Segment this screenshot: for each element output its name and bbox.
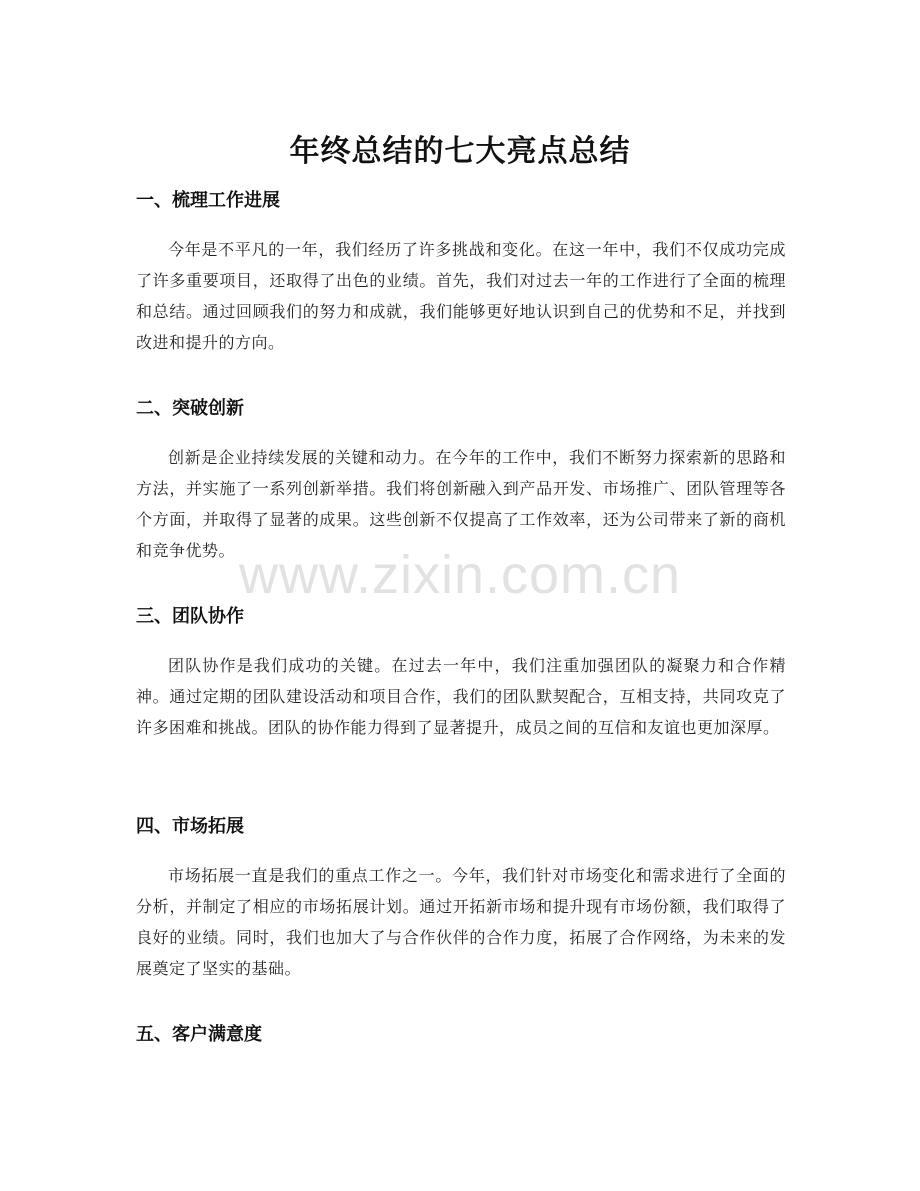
watermark: www.zixin.com.cn (238, 545, 682, 605)
section-heading: 一、梳理工作进展 (136, 190, 280, 211)
section-innovation (136, 394, 786, 566)
page-title: 年终总结的七大亮点总结 (289, 134, 631, 170)
section-paragraph: 团队协作是我们成功的关键。在过去一年中，我们注重加强团队的凝聚力和合作精神。通过定期的团队建设活动和项目合作，我们的团队默契配合，互相支持，共同攻克了许多困难和挑战。团队的协作能力得到了显著提升，成员之间的互信和友谊也更加深厚。 (136, 656, 786, 737)
section-work-progress (136, 186, 786, 358)
section-paragraph: 今年是不平凡的一年，我们经历了许多挑战和变化。在这一年中，我们不仅成功完成了许多重要项目，还取得了出色的业绩。首先，我们对过去一年的工作进行了全面的梳理和总结。通过回顾我们的努力和成就，我们能够更好地认识到自己的优势和不足，并找到改进和提升的方向。 (136, 240, 786, 352)
section-paragraph: 创新是企业持续发展的关键和动力。在今年的工作中，我们不断努力探索新的思路和方法，并实施了一系列创新举措。我们将创新融入到产品开发、市场推广、团队管理等各个方面，并取得了显著的成果。这些创新不仅提高了工作效率，还为公司带来了新的商机和竞争优势。 (136, 448, 786, 560)
section-heading: 二、突破创新 (136, 398, 244, 419)
section-teamwork (136, 602, 786, 743)
section-heading: 三、团队协作 (136, 606, 244, 627)
section-customer-satisfaction (136, 1020, 786, 1050)
section-heading: 四、市场拓展 (136, 816, 244, 837)
section-paragraph: 市场拓展一直是我们的重点工作之一。今年，我们针对市场变化和需求进行了全面的分析，并制定了相应的市场拓展计划。通过开拓新市场和提升现有市场份额，我们取得了良好的业绩。同时，我们也加大了与合作伙伴的合作力度，拓展了合作网络，为未来的发展奠定了坚实的基础。 (136, 866, 786, 978)
section-heading: 五、客户满意度 (136, 1024, 262, 1045)
section-market-expansion (136, 812, 786, 984)
